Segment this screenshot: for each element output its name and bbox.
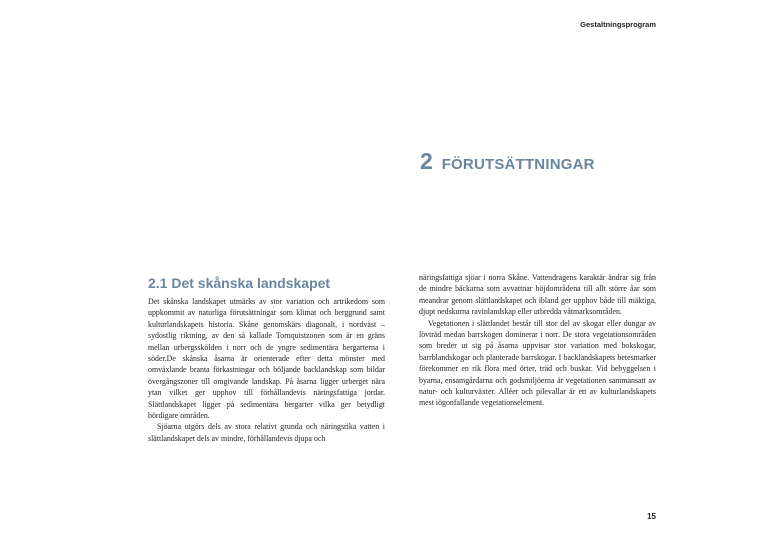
body-paragraph: näringsfattiga sjöar i norra Skåne. Vattendragens karaktär ändrar sig från de mindre bäckarna som avvattnar höjdområdena till allt större åar som meandrar genom slättlandskapet och ibland ger upphov både till mäktiga, djupt nedskurna ravinlandskap eller utbredda våtmarksområden.: [419, 273, 656, 317]
chapter-title: [420, 142, 595, 174]
page-number: 15: [647, 512, 656, 521]
running-header: Gestaltningsprogram: [580, 20, 656, 29]
body-paragraph: Det skånska landskapet utmärks av stor variation och artrikedom som uppkommit av naturliga förutsättningar som klimat och berggrund samt kulturlandskapets historia. Skåne genomskärs diagonalt, i nordväst – sydostlig riktning, av den så kallade Tornquistzonen som är en gräns mellan urbergsskölden i norr och de yngre sedimentära bergarterna i söder.De skånska åsarna är orienterade efter detta mönster med omväxlande branta förkastningar och böljande backlandskap som bildar övergångszoner till omgivande landskap. På åsarna ligger urberget nära ytan vilket ger upphov till förhållandevis näringsfattiga jordar. Slättlandskapet ligger på sedimentära bergarter vilka ger betydligt bördigare områden.: [148, 297, 385, 421]
body-column-right: [419, 272, 656, 409]
body-paragraph: Vegetationen i slättlandet består till stor del av skogar eller dungar av lövträd medan barrskogen dominerar i norr. De stora vegetationsområden som breder ut sig på åsarna uppvisar stor variation med bokskogar, barrblandskogar och planterade barrskogar. I backlandskapets betesmarker förekommer en rik flora med örter, träd och buskar. Vid bebyggelsen i byarna, ensamgårdarna och godsmiljöerna är vegetationen sammansatt av natur- och kulturväxter. Alléer och pilevallar är ett av kulturlandskapets mest iögonfallande vegetationselement.: [419, 318, 656, 408]
chapter-title-text: FÖRUTSÄTTNINGAR: [441, 156, 595, 173]
body-column-left: [148, 296, 385, 444]
chapter-number: 2: [420, 148, 433, 174]
body-paragraph: Sjöarna utgörs dels av stora relativt grunda och näringsrika vatten i slättlandskapet dels av mindre, förhållandevis djupa och: [148, 422, 385, 443]
section-heading: 2.1 Det skånska landskapet: [148, 275, 331, 291]
